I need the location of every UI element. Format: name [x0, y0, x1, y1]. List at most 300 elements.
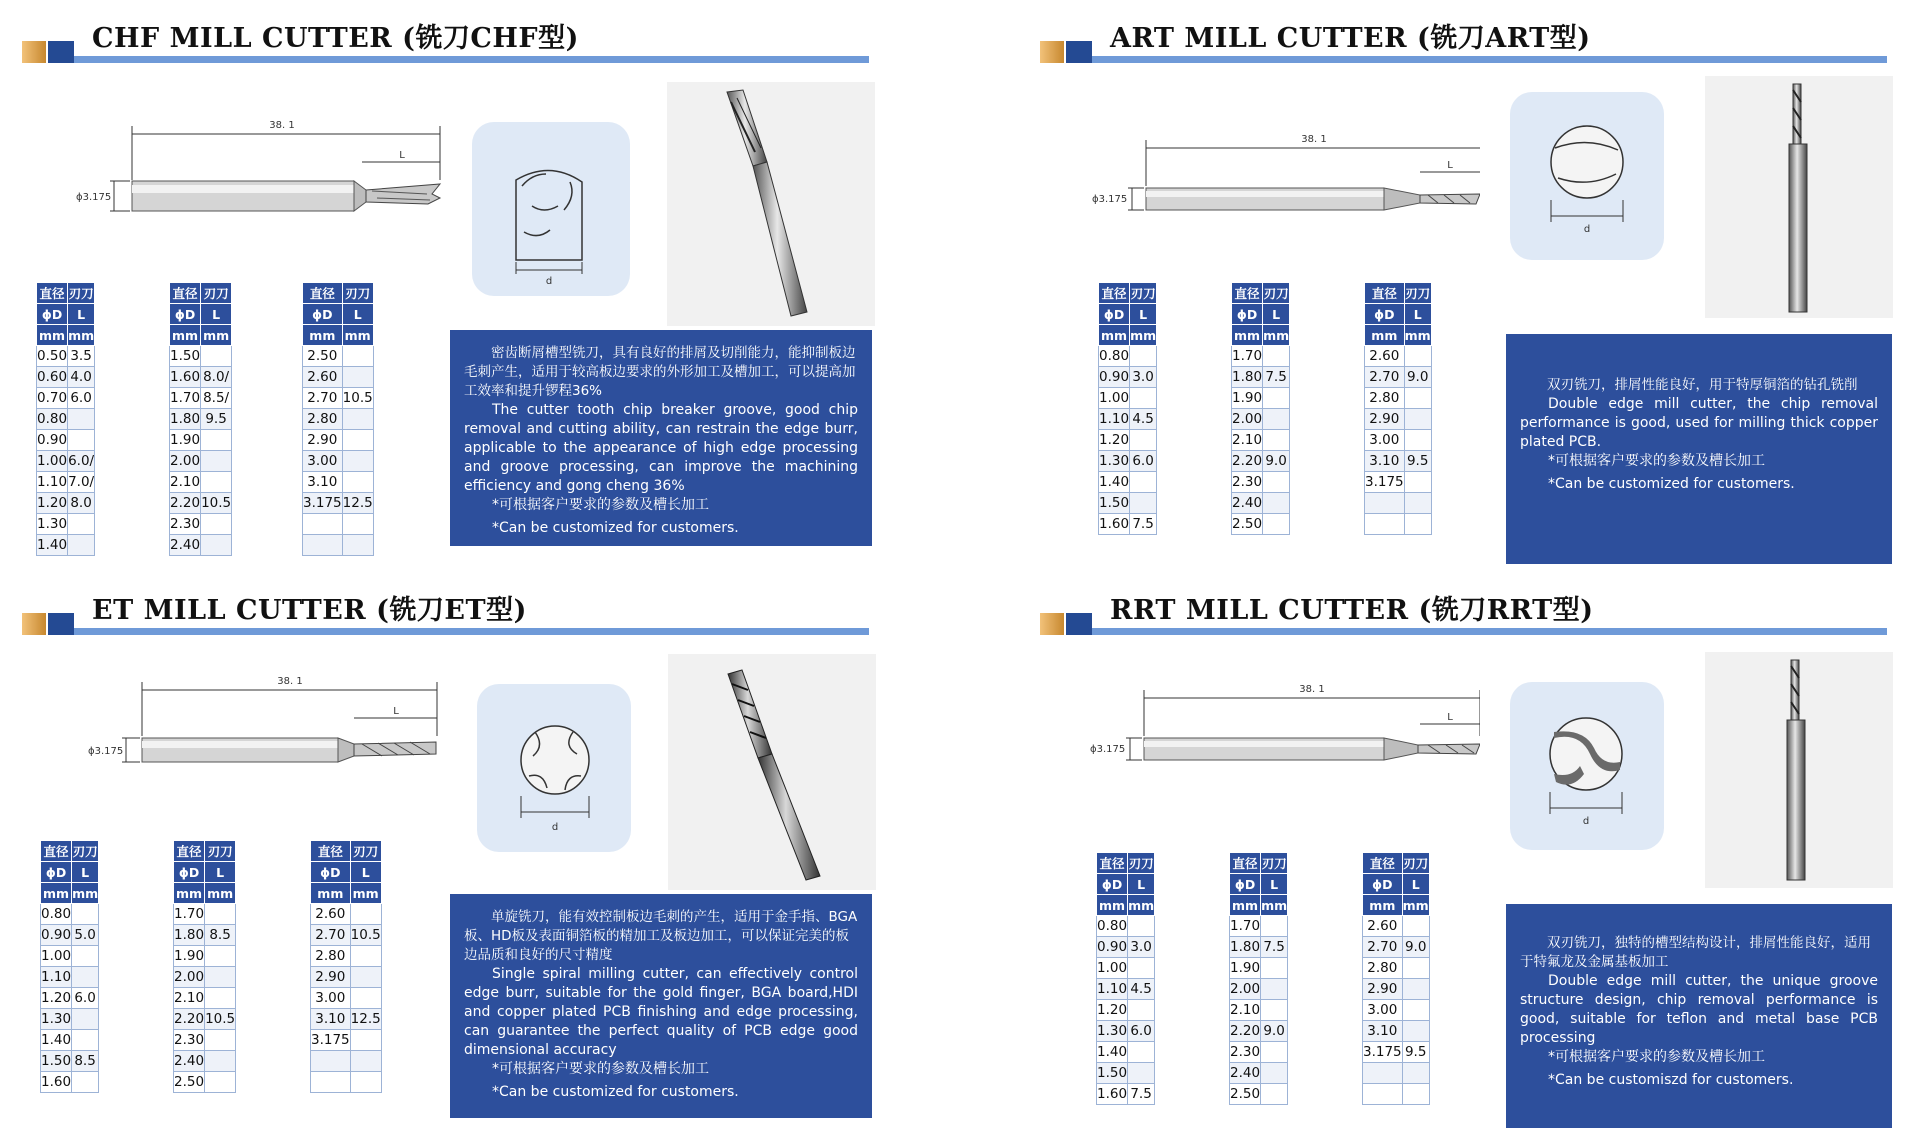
dim-l-label: L: [399, 150, 405, 161]
flute-length-cell: 刃刀: [205, 841, 236, 862]
flute-length-cell: [205, 967, 236, 988]
table-row: [1232, 388, 1290, 409]
diameter-cell: ϕD: [1230, 874, 1261, 895]
diameter-cell: 直径: [1232, 283, 1263, 304]
diameter-cell: 3.10: [1363, 1021, 1403, 1042]
flute-length-cell: 3.5: [68, 346, 95, 367]
header-row-unit: [311, 883, 382, 904]
diameter-cell: 3.00: [311, 988, 351, 1009]
flute-length-cell: [1261, 1000, 1288, 1021]
flute-length-cell: 10.5: [201, 493, 232, 514]
table-row: [311, 904, 382, 925]
diameter-cell: 直径: [1365, 283, 1405, 304]
flute-length-cell: [1128, 916, 1155, 937]
header-row-unit: [1363, 895, 1430, 916]
table-row: [170, 430, 232, 451]
table-row: [311, 946, 382, 967]
diameter-cell: 2.60: [1365, 346, 1405, 367]
flute-length-cell: 9.0: [1404, 367, 1431, 388]
table-row: [174, 1051, 236, 1072]
flute-length-cell: mm: [350, 883, 381, 904]
flute-length-cell: [1404, 388, 1431, 409]
description-zh: 双刃铣刀，排屑性能良好，用于特厚铜箔的钻孔铣削: [1547, 377, 1858, 393]
diameter-cell: 1.10: [37, 472, 68, 493]
table-row: [37, 451, 95, 472]
diameter-cell: 3.00: [303, 451, 343, 472]
spec-table-3: [302, 282, 374, 556]
table-row: [1099, 388, 1157, 409]
table-row: [1097, 1084, 1155, 1105]
table-row: [303, 346, 374, 367]
header-row-label: [1099, 283, 1157, 304]
cross-section-drawing: [1510, 682, 1664, 850]
flute-length-cell: [1404, 472, 1431, 493]
table-row: [1365, 451, 1432, 472]
header-row-label: [1363, 853, 1430, 874]
diameter-cell: 直径: [1099, 283, 1130, 304]
section-header: [22, 10, 872, 66]
table-row: [1099, 451, 1157, 472]
diameter-cell: 2.30: [170, 514, 201, 535]
diameter-cell: 2.40: [1232, 493, 1263, 514]
description-zh: 双刃铣刀，独特的槽型结构设计，排屑性能良好，适用于特氟龙及金属基板加工: [1520, 935, 1871, 970]
flute-length-cell: 刃刀: [1402, 853, 1429, 874]
table-row: [1363, 1063, 1430, 1084]
flute-length-cell: 4.0: [68, 367, 95, 388]
flute-length-cell: [205, 1072, 236, 1093]
diameter-cell: mm: [311, 883, 351, 904]
flute-length-cell: L: [68, 304, 95, 325]
header-rule: [1092, 628, 1887, 635]
table-row: [1230, 1021, 1288, 1042]
flute-length-cell: mm: [68, 325, 95, 346]
flute-length-cell: [342, 409, 373, 430]
table-row: [170, 367, 232, 388]
description-panel: [1506, 334, 1892, 564]
header-row-symbol: [170, 304, 232, 325]
diameter-cell: 2.40: [170, 535, 201, 556]
flute-length-cell: [201, 535, 232, 556]
flute-length-cell: [1402, 1000, 1429, 1021]
table-row: [1363, 1000, 1430, 1021]
diameter-cell: 2.10: [1232, 430, 1263, 451]
spec-table-3: [1364, 282, 1432, 535]
flute-length-cell: 刃刀: [1130, 283, 1157, 304]
diameter-cell: 2.30: [174, 1030, 205, 1051]
diameter-cell: 0.60: [37, 367, 68, 388]
description-en: Double edge mill cutter, the unique groove structure design, chip removal performance is good, suitable for teflon and metal base PCB processing: [1520, 973, 1878, 1046]
flute-length-cell: [342, 535, 373, 556]
flute-length-cell: [201, 472, 232, 493]
diameter-cell: ϕD: [303, 304, 343, 325]
table-row: [1232, 430, 1290, 451]
table-row: [1097, 937, 1155, 958]
dim-total-label: 38. 1: [277, 676, 303, 687]
header-row-label: [170, 283, 232, 304]
diameter-cell: 1.10: [1097, 979, 1128, 1000]
table-row: [37, 493, 95, 514]
flute-length-cell: 刃刀: [1261, 853, 1288, 874]
flute-length-cell: [68, 409, 95, 430]
diameter-cell: [311, 1072, 351, 1093]
table-row: [1230, 1084, 1288, 1105]
diameter-cell: 直径: [174, 841, 205, 862]
table-row: [1365, 472, 1432, 493]
header-row-symbol: [303, 304, 374, 325]
flute-length-cell: [1263, 472, 1290, 493]
table-row: [1363, 979, 1430, 1000]
diameter-cell: 直径: [1097, 853, 1128, 874]
flute-length-cell: [1404, 514, 1431, 535]
table-row: [41, 967, 99, 988]
section-title: RRT MILL CUTTER (铣刀RRT型): [1110, 595, 1594, 626]
header-row-unit: [1097, 895, 1155, 916]
diameter-cell: mm: [1097, 895, 1128, 916]
table-row: [1099, 514, 1157, 535]
flute-length-cell: mm: [1402, 895, 1429, 916]
flute-length-cell: [1128, 1000, 1155, 1021]
cutter-photo: [1705, 76, 1893, 318]
flute-length-cell: [1130, 388, 1157, 409]
table-row: [311, 1009, 382, 1030]
table-row: [1365, 388, 1432, 409]
spec-table-1: [40, 840, 99, 1093]
header-row-unit: [1232, 325, 1290, 346]
header-row-symbol: [1230, 874, 1288, 895]
note-zh: *可根据客户要求的参数及槽长加工: [492, 497, 709, 513]
flute-length-cell: [350, 1051, 381, 1072]
section-header: [1040, 10, 1890, 66]
header-blue-square: [48, 41, 74, 63]
diameter-cell: 3.10: [1365, 451, 1405, 472]
table-row: [1097, 1021, 1155, 1042]
header-row-label: [37, 283, 95, 304]
flute-length-cell: 9.5: [1402, 1042, 1429, 1063]
flute-length-cell: 6.0/: [68, 451, 95, 472]
flute-length-cell: 3.0: [1130, 367, 1157, 388]
diameter-cell: ϕD: [1363, 874, 1403, 895]
table-row: [1097, 979, 1155, 1000]
diameter-cell: [303, 535, 343, 556]
diameter-cell: 2.80: [311, 946, 351, 967]
note-en: *Can be customized for customers.: [492, 520, 739, 536]
diameter-cell: 2.50: [174, 1072, 205, 1093]
diameter-cell: 2.40: [1230, 1063, 1261, 1084]
flute-length-cell: [342, 451, 373, 472]
header-row-symbol: [1097, 874, 1155, 895]
description-en: Single spiral milling cutter, can effectively control edge burr, suitable for the gold finger, BGA board,HDI and copper plated PCB finishing and edge processing, can guarantee the perfect quality of PCB edge good dimensional accuracy: [464, 966, 858, 1058]
diameter-cell: 0.90: [41, 925, 72, 946]
flute-length-cell: [201, 346, 232, 367]
diameter-cell: mm: [1363, 895, 1403, 916]
table-row: [174, 967, 236, 988]
diameter-cell: 0.80: [1099, 346, 1130, 367]
diameter-cell: 0.90: [37, 430, 68, 451]
cutter-dimension-drawing: [32, 642, 462, 802]
table-row: [311, 925, 382, 946]
flute-length-cell: [72, 904, 99, 925]
diameter-cell: 3.175: [303, 493, 343, 514]
flute-length-cell: mm: [1263, 325, 1290, 346]
cross-section-panel: [472, 122, 630, 296]
header-row-symbol: [1363, 874, 1430, 895]
flute-length-cell: [1128, 1063, 1155, 1084]
section-header: [1040, 582, 1890, 638]
diameter-cell: 1.20: [41, 988, 72, 1009]
flute-length-cell: L: [1261, 874, 1288, 895]
cross-section-panel: [477, 684, 631, 852]
flute-length-cell: L: [342, 304, 373, 325]
dim-l-label: L: [1447, 160, 1453, 171]
table-row: [1363, 937, 1430, 958]
diameter-cell: 1.30: [41, 1009, 72, 1030]
diameter-cell: 2.50: [303, 346, 343, 367]
header-row-label: [303, 283, 374, 304]
flute-length-cell: mm: [72, 883, 99, 904]
table-row: [303, 388, 374, 409]
flute-length-cell: [342, 367, 373, 388]
diameter-cell: ϕD: [170, 304, 201, 325]
header-blue-square: [1066, 41, 1092, 63]
table-row: [303, 535, 374, 556]
section-title: CHF MILL CUTTER (铣刀CHF型): [92, 23, 579, 54]
table-row: [1363, 1084, 1430, 1105]
diameter-cell: 1.10: [41, 967, 72, 988]
flute-length-cell: [1263, 514, 1290, 535]
flute-length-cell: [1402, 979, 1429, 1000]
diameter-cell: 2.20: [1230, 1021, 1261, 1042]
cutter-dimension-drawing: [1050, 78, 1480, 238]
flute-length-cell: L: [201, 304, 232, 325]
table-row: [1230, 1000, 1288, 1021]
diameter-cell: 直径: [170, 283, 201, 304]
table-row: [1232, 472, 1290, 493]
diameter-cell: 2.00: [1232, 409, 1263, 430]
flute-length-cell: [350, 988, 381, 1009]
flute-length-cell: 10.5: [205, 1009, 236, 1030]
table-row: [174, 1072, 236, 1093]
spec-table-1: [1098, 282, 1157, 535]
header-gold-square: [1040, 41, 1064, 63]
diameter-cell: 3.175: [1363, 1042, 1403, 1063]
diameter-cell: 2.30: [1232, 472, 1263, 493]
diameter-cell: 2.20: [174, 1009, 205, 1030]
description-panel: [450, 330, 872, 546]
header-row-label: [1230, 853, 1288, 874]
flute-length-cell: mm: [201, 325, 232, 346]
dim-d-label: d: [1582, 816, 1590, 827]
dim-shank-label: ϕ3.175: [1090, 744, 1126, 755]
table-row: [1099, 472, 1157, 493]
diameter-cell: 2.70: [311, 925, 351, 946]
flute-length-cell: [1402, 1063, 1429, 1084]
diameter-cell: 0.90: [1099, 367, 1130, 388]
description-en: The cutter tooth chip breaker groove, good chip removal and cutting ability, can restrain the edge burr, applicable to the appearance of high edge processing and groove processing, can improve the machining efficiency and gong cheng 36%: [464, 402, 858, 494]
header-row-label: [1232, 283, 1290, 304]
header-row-label: [174, 841, 236, 862]
flute-length-cell: [350, 1072, 381, 1093]
diameter-cell: 1.50: [41, 1051, 72, 1072]
diameter-cell: ϕD: [174, 862, 205, 883]
header-gold-square: [1040, 613, 1064, 635]
header-row-symbol: [174, 862, 236, 883]
diameter-cell: 2.10: [1230, 1000, 1261, 1021]
diameter-cell: 2.80: [1363, 958, 1403, 979]
table-row: [37, 535, 95, 556]
table-row: [1363, 1021, 1430, 1042]
table-row: [174, 1030, 236, 1051]
flute-length-cell: [1263, 409, 1290, 430]
diameter-cell: mm: [174, 883, 205, 904]
diameter-cell: 1.80: [174, 925, 205, 946]
diameter-cell: 2.90: [303, 430, 343, 451]
flute-length-cell: mm: [205, 883, 236, 904]
header-rule: [74, 628, 869, 635]
flute-length-cell: [1128, 1042, 1155, 1063]
diameter-cell: 1.70: [174, 904, 205, 925]
spec-table-1: [1096, 852, 1155, 1105]
table-row: [37, 346, 95, 367]
flute-length-cell: 6.0: [68, 388, 95, 409]
dim-l-label: L: [1447, 712, 1453, 723]
diameter-cell: 1.20: [1099, 430, 1130, 451]
diameter-cell: [1363, 1084, 1403, 1105]
table-row: [1097, 916, 1155, 937]
table-row: [303, 430, 374, 451]
note-en: *Can be customized for customers.: [1548, 476, 1795, 492]
table-row: [41, 1072, 99, 1093]
diameter-cell: 1.70: [1232, 346, 1263, 367]
table-row: [170, 409, 232, 430]
flute-length-cell: 3.0: [1128, 937, 1155, 958]
table-row: [41, 925, 99, 946]
description-panel: [450, 894, 872, 1118]
flute-length-cell: [1402, 1084, 1429, 1105]
table-row: [1099, 493, 1157, 514]
diameter-cell: 0.80: [37, 409, 68, 430]
diameter-cell: mm: [1232, 325, 1263, 346]
diameter-cell: [1365, 493, 1405, 514]
diameter-cell: mm: [170, 325, 201, 346]
flute-length-cell: [1130, 493, 1157, 514]
flute-length-cell: [72, 967, 99, 988]
diameter-cell: mm: [1230, 895, 1261, 916]
table-row: [1232, 409, 1290, 430]
table-row: [37, 472, 95, 493]
flute-length-cell: [1263, 388, 1290, 409]
table-row: [170, 346, 232, 367]
section-title: ART MILL CUTTER (铣刀ART型): [1110, 23, 1591, 54]
diameter-cell: 3.175: [311, 1030, 351, 1051]
diameter-cell: mm: [303, 325, 343, 346]
diameter-cell: ϕD: [41, 862, 72, 883]
table-row: [1230, 958, 1288, 979]
diameter-cell: mm: [1099, 325, 1130, 346]
table-row: [37, 514, 95, 535]
cross-section-drawing: [477, 684, 631, 852]
diameter-cell: 2.20: [170, 493, 201, 514]
cutter-photo: [1705, 652, 1893, 888]
diameter-cell: 2.80: [303, 409, 343, 430]
diameter-cell: 1.80: [1230, 937, 1261, 958]
flute-length-cell: [201, 430, 232, 451]
diameter-cell: 1.50: [1099, 493, 1130, 514]
diameter-cell: 2.60: [303, 367, 343, 388]
table-row: [1232, 367, 1290, 388]
header-row-label: [1365, 283, 1432, 304]
table-row: [170, 472, 232, 493]
header-row-unit: [1365, 325, 1432, 346]
flute-length-cell: [1402, 916, 1429, 937]
header-row-unit: [303, 325, 374, 346]
diameter-cell: 1.90: [174, 946, 205, 967]
note-zh: *可根据客户要求的参数及槽长加工: [1548, 453, 1765, 469]
dim-shank-label: ϕ3.175: [76, 192, 112, 203]
table-row: [170, 451, 232, 472]
dim-shank-label: ϕ3.175: [1092, 194, 1128, 205]
diameter-cell: 1.40: [1097, 1042, 1128, 1063]
flute-length-cell: mm: [1261, 895, 1288, 916]
header-row-symbol: [1099, 304, 1157, 325]
flute-length-cell: [1261, 1042, 1288, 1063]
diameter-cell: 1.80: [1232, 367, 1263, 388]
table-row: [1365, 493, 1432, 514]
spec-table-2: [1229, 852, 1288, 1105]
table-row: [1365, 346, 1432, 367]
flute-length-cell: [342, 514, 373, 535]
header-rule: [1092, 56, 1887, 63]
flute-length-cell: [1263, 430, 1290, 451]
flute-length-cell: [1404, 430, 1431, 451]
table-row: [311, 1030, 382, 1051]
flute-length-cell: [342, 346, 373, 367]
diameter-cell: 0.80: [41, 904, 72, 925]
flute-length-cell: L: [1263, 304, 1290, 325]
diameter-cell: mm: [37, 325, 68, 346]
table-row: [37, 430, 95, 451]
table-row: [41, 1051, 99, 1072]
diameter-cell: 2.20: [1232, 451, 1263, 472]
header-row-symbol: [1365, 304, 1432, 325]
table-row: [174, 988, 236, 1009]
table-row: [1365, 367, 1432, 388]
diameter-cell: [303, 514, 343, 535]
note-en: *Can be customized for customers.: [492, 1084, 739, 1100]
diameter-cell: 2.80: [1365, 388, 1405, 409]
table-row: [1099, 430, 1157, 451]
flute-length-cell: [205, 1051, 236, 1072]
cutter-dimension-drawing: [1050, 642, 1480, 802]
flute-length-cell: 10.5: [350, 925, 381, 946]
flute-length-cell: L: [1130, 304, 1157, 325]
flute-length-cell: 刃刀: [1404, 283, 1431, 304]
diameter-cell: 0.90: [1097, 937, 1128, 958]
spec-table-1: [36, 282, 95, 556]
flute-length-cell: 4.5: [1128, 979, 1155, 1000]
diameter-cell: 1.30: [37, 514, 68, 535]
diameter-cell: 2.10: [170, 472, 201, 493]
flute-length-cell: 8.5: [205, 925, 236, 946]
header-blue-square: [1066, 613, 1092, 635]
diameter-cell: 3.10: [303, 472, 343, 493]
table-row: [174, 904, 236, 925]
flute-length-cell: 8.0: [68, 493, 95, 514]
table-row: [41, 1009, 99, 1030]
diameter-cell: 直径: [1230, 853, 1261, 874]
table-row: [1230, 1063, 1288, 1084]
flute-length-cell: 刃刀: [1128, 853, 1155, 874]
table-row: [174, 925, 236, 946]
